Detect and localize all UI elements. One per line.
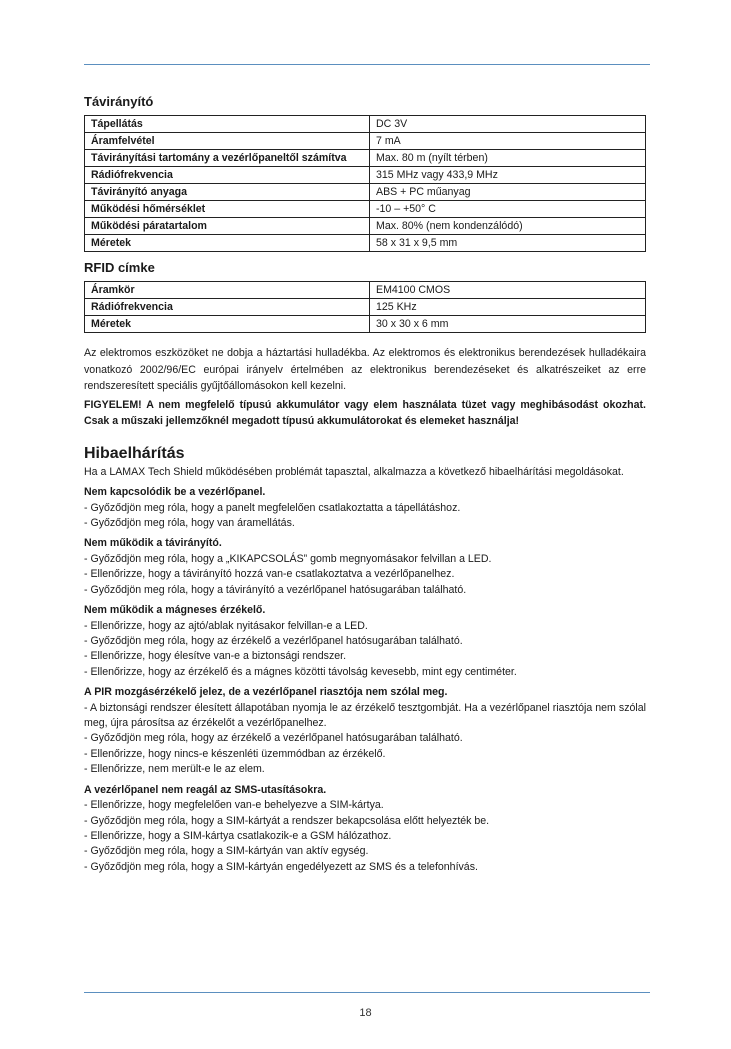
issue-step: - Győződjön meg róla, hogy a SIM-kártyán van aktív egység. <box>84 845 369 858</box>
issue-title: Nem kapcsolódik be a vezérlőpanel. <box>84 486 266 498</box>
spec-value: EM4100 CMOS <box>370 282 646 299</box>
spec-label: Tápellátás <box>85 116 370 133</box>
issue-step: - Ellenőrizze, hogy az érzékelő és a mágnes közötti távolság kevesebb, mint egy centiméter. <box>84 665 517 678</box>
spec-row <box>85 150 646 167</box>
spec-value: 30 x 30 x 6 mm <box>370 316 646 333</box>
spec-label: Áramkör <box>85 282 370 299</box>
troubleshooting-intro: Ha a LAMAX Tech Shield működésében problémát tapasztal, alkalmazza a következő hibaelhárítási megoldásokat. <box>84 465 624 478</box>
warning-paragraph: FIGYELEM! A nem megfelelő típusú akkumulátor vagy elem használata tüzet vagy meghibásodást okozhat. Csak a műszaki jellemzőknél megadott típusú akkumulátorokat és elemeket használja! <box>84 398 646 427</box>
issue-step: - Ellenőrizze, hogy nincs-e készenléti üzemmódban az érzékelő. <box>84 747 386 760</box>
issue-title: A vezérlőpanel nem reagál az SMS-utasításokra. <box>84 783 327 796</box>
spec-row <box>85 218 646 235</box>
spec-label: Rádiófrekvencia <box>85 167 370 184</box>
spec-label: Távirányító anyaga <box>85 184 370 201</box>
issue-step: - Győződjön meg róla, hogy az érzékelő a vezérlőpanel hatósugarában található. <box>84 634 463 647</box>
issue-block <box>84 782 646 876</box>
spec-label: Rádiófrekvencia <box>85 299 370 316</box>
issue-step: - Ellenőrizze, hogy élesítve van-e a biztonsági rendszer. <box>84 650 347 663</box>
spec-label: Méretek <box>85 316 370 333</box>
issue-step: - Ellenőrizze, hogy a távirányító hozzá van-e csatlakoztatva a vezérlőpanelhez. <box>84 568 455 581</box>
troubleshooting-heading: Hibaelhárítás <box>84 444 185 462</box>
issue-step: - Győződjön meg róla, hogy az érzékelő a vezérlőpanel hatósugarában található. <box>84 732 463 745</box>
spec-value: -10 – +50° C <box>370 201 646 218</box>
issue-block <box>84 602 646 680</box>
spec-row <box>85 133 646 150</box>
spec-label: Távirányítási tartomány a vezérlőpaneltől számítva <box>85 150 370 167</box>
spec-row <box>85 167 646 184</box>
header-rule <box>84 64 650 65</box>
spec-row <box>85 116 646 133</box>
issue-step: - Győződjön meg róla, hogy a „KIKAPCSOLÁS” gomb megnyomásakor felvillan a LED. <box>84 552 492 565</box>
issue-block <box>84 684 646 778</box>
page-content <box>84 94 646 875</box>
spec-value: 58 x 31 x 9,5 mm <box>370 235 646 252</box>
issue-step: - Győződjön meg róla, hogy van áramellátás. <box>84 516 295 529</box>
remote-spec-title: Távirányító <box>84 94 154 109</box>
spec-label: Működési hőmérséklet <box>85 201 370 218</box>
issue-step: - Győződjön meg róla, hogy a SIM-kártyán engedélyezett az SMS és a telefonhívás. <box>84 860 478 873</box>
rfid-spec-title: RFID címke <box>84 260 155 275</box>
issue-step: - Ellenőrizze, hogy a SIM-kártya csatlakozik-e a GSM hálózathoz. <box>84 830 392 842</box>
remote-spec-table <box>84 115 646 252</box>
issue-step: - A biztonsági rendszer élesített állapotában nyomja le az érzékelő tesztgombját. Ha a vezérlőpanel riasztója nem szólal meg, újra párosítsa az érzékelőt a vezérlőpanelhez. <box>84 701 646 730</box>
rfid-spec-table <box>84 281 646 333</box>
spec-label: Működési páratartalom <box>85 218 370 235</box>
spec-value: ABS + PC műanyag <box>370 184 646 201</box>
spec-value: 125 KHz <box>370 299 646 316</box>
footer-rule <box>84 992 650 993</box>
spec-row <box>85 316 646 333</box>
spec-value: 315 MHz vagy 433,9 MHz <box>370 167 646 184</box>
spec-value: 7 mA <box>370 133 646 150</box>
issue-step: - Ellenőrizze, hogy az ajtó/ablak nyitásakor felvillan-e a LED. <box>84 619 368 632</box>
spec-value: Max. 80% (nem kondenzálódó) <box>370 218 646 235</box>
issue-step: - Győződjön meg róla, hogy a távirányító a vezérlőpanel hatósugarában található. <box>84 583 467 596</box>
issue-block <box>84 535 646 598</box>
spec-value: DC 3V <box>370 116 646 133</box>
spec-row <box>85 299 646 316</box>
issue-step: - Győződjön meg róla, hogy a SIM-kártyát a rendszer bekapcsolása előtt helyezték be. <box>84 814 490 827</box>
spec-row <box>85 282 646 299</box>
issue-block <box>84 484 646 531</box>
issue-title: Nem működik a mágneses érzékelő. <box>84 604 266 617</box>
spec-label: Áramfelvétel <box>85 133 370 150</box>
issue-step: - Győződjön meg róla, hogy a panelt megfelelően csatlakoztatta a tápellátáshoz. <box>84 501 461 514</box>
issue-title: Nem működik a távirányító. <box>84 537 222 550</box>
spec-value: Max. 80 m (nyílt térben) <box>370 150 646 167</box>
spec-label: Méretek <box>85 235 370 252</box>
page-number: 18 <box>359 1007 372 1019</box>
spec-row <box>85 184 646 201</box>
issue-title: A PIR mozgásérzékelő jelez, de a vezérlőpanel riasztója nem szólal meg. <box>84 686 448 699</box>
disposal-paragraph: Az elektromos eszközöket ne dobja a háztartási hulladékba. Az elektromos és elektronikus berendezések hulladékaira vonatkozó 2002/96/EC európai irányelv értelmében az elektronikus berendezéseket és alkatrészeiket az erre rendszeresített speciális gyűjtőállomásokon kell kezelni. <box>84 347 646 392</box>
issue-step: - Ellenőrizze, hogy megfelelően van-e behelyezve a SIM-kártya. <box>84 799 384 812</box>
spec-row <box>85 235 646 252</box>
spec-row <box>85 201 646 218</box>
issue-step: - Ellenőrizze, nem merült-e le az elem. <box>84 763 265 776</box>
issue-list <box>84 484 646 875</box>
